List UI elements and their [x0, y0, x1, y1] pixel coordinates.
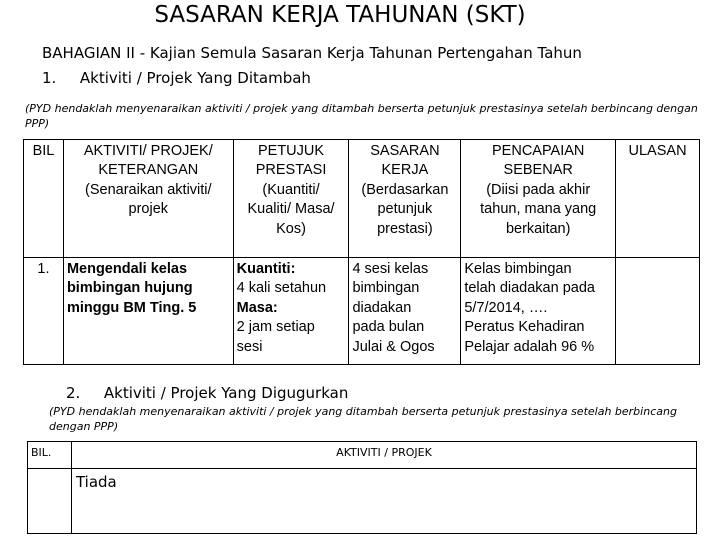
page-title: SASARAN KERJA TAHUNAN (SKT)	[154, 2, 526, 28]
header-bil: BIL	[24, 140, 64, 258]
table-header-row	[28, 442, 697, 469]
row-pencapaian: Kelas bimbingan telah diadakan pada 5/7/2014, …. Peratus Kehadiran Pelajar adalah 96 %	[461, 258, 616, 365]
row-sasaran: 4 sesi kelas bimbingan diadakan pada bulan Julai & Ogos	[349, 258, 461, 365]
row-petunjuk: Kuantiti: 4 kali setahun Masa: 2 jam setiap sesi	[233, 258, 349, 365]
section-2-label: Aktiviti / Projek Yang Digugurkan	[103, 384, 349, 402]
header-bil: BIL.	[28, 442, 72, 469]
header-aktiviti: AKTIVITI / PROJEK	[71, 442, 696, 469]
dropped-activities-table	[27, 441, 697, 534]
section-2-number: 2.	[66, 384, 81, 402]
header-petunjuk: PETUJUK PRESTASI (Kuantiti/ Kualiti/ Masa/ Kos)	[233, 140, 349, 258]
section-1-label: Aktiviti / Projek Yang Ditambah	[79, 69, 311, 87]
section-1-number: 1.	[42, 69, 57, 87]
row-bil	[28, 469, 72, 534]
section-1-heading	[42, 69, 311, 87]
added-activities-table	[23, 139, 700, 365]
section-2-note: (PYD hendaklah menyenaraikan aktiviti / projek yang ditambah berserta petunjuk prestasinya setelah berbincang dengan PPP)	[49, 405, 677, 433]
table-header-row	[24, 140, 700, 258]
row-aktiviti: Tiada	[71, 469, 696, 534]
header-sasaran: SASARAN KERJA (Berdasarkan petunjuk prestasi)	[349, 140, 461, 258]
part-heading: BAHAGIAN II - Kajian Semula Sasaran Kerja Tahunan Pertengahan Tahun	[42, 44, 582, 62]
header-aktiviti: AKTIVITI/ PROJEK/ KETERANGAN (Senaraikan aktiviti/ projek	[63, 140, 233, 258]
section-1-note: (PYD hendaklah menyenaraikan aktiviti / projek yang ditambah berserta petunjuk prestasinya setelah berbincang dengan PPP)	[25, 102, 698, 130]
row-bil: 1.	[24, 258, 64, 365]
section-2-heading	[66, 384, 348, 402]
row-aktiviti: Mengendali kelas bimbingan hujung minggu BM Ting. 5	[63, 258, 233, 365]
row-ulasan	[616, 258, 700, 365]
table-row	[28, 469, 697, 534]
header-pencapaian: PENCAPAIAN SEBENAR (Diisi pada akhir tahun, mana yang berkaitan)	[461, 140, 616, 258]
header-ulasan: ULASAN	[616, 140, 700, 258]
table-row	[24, 258, 700, 365]
